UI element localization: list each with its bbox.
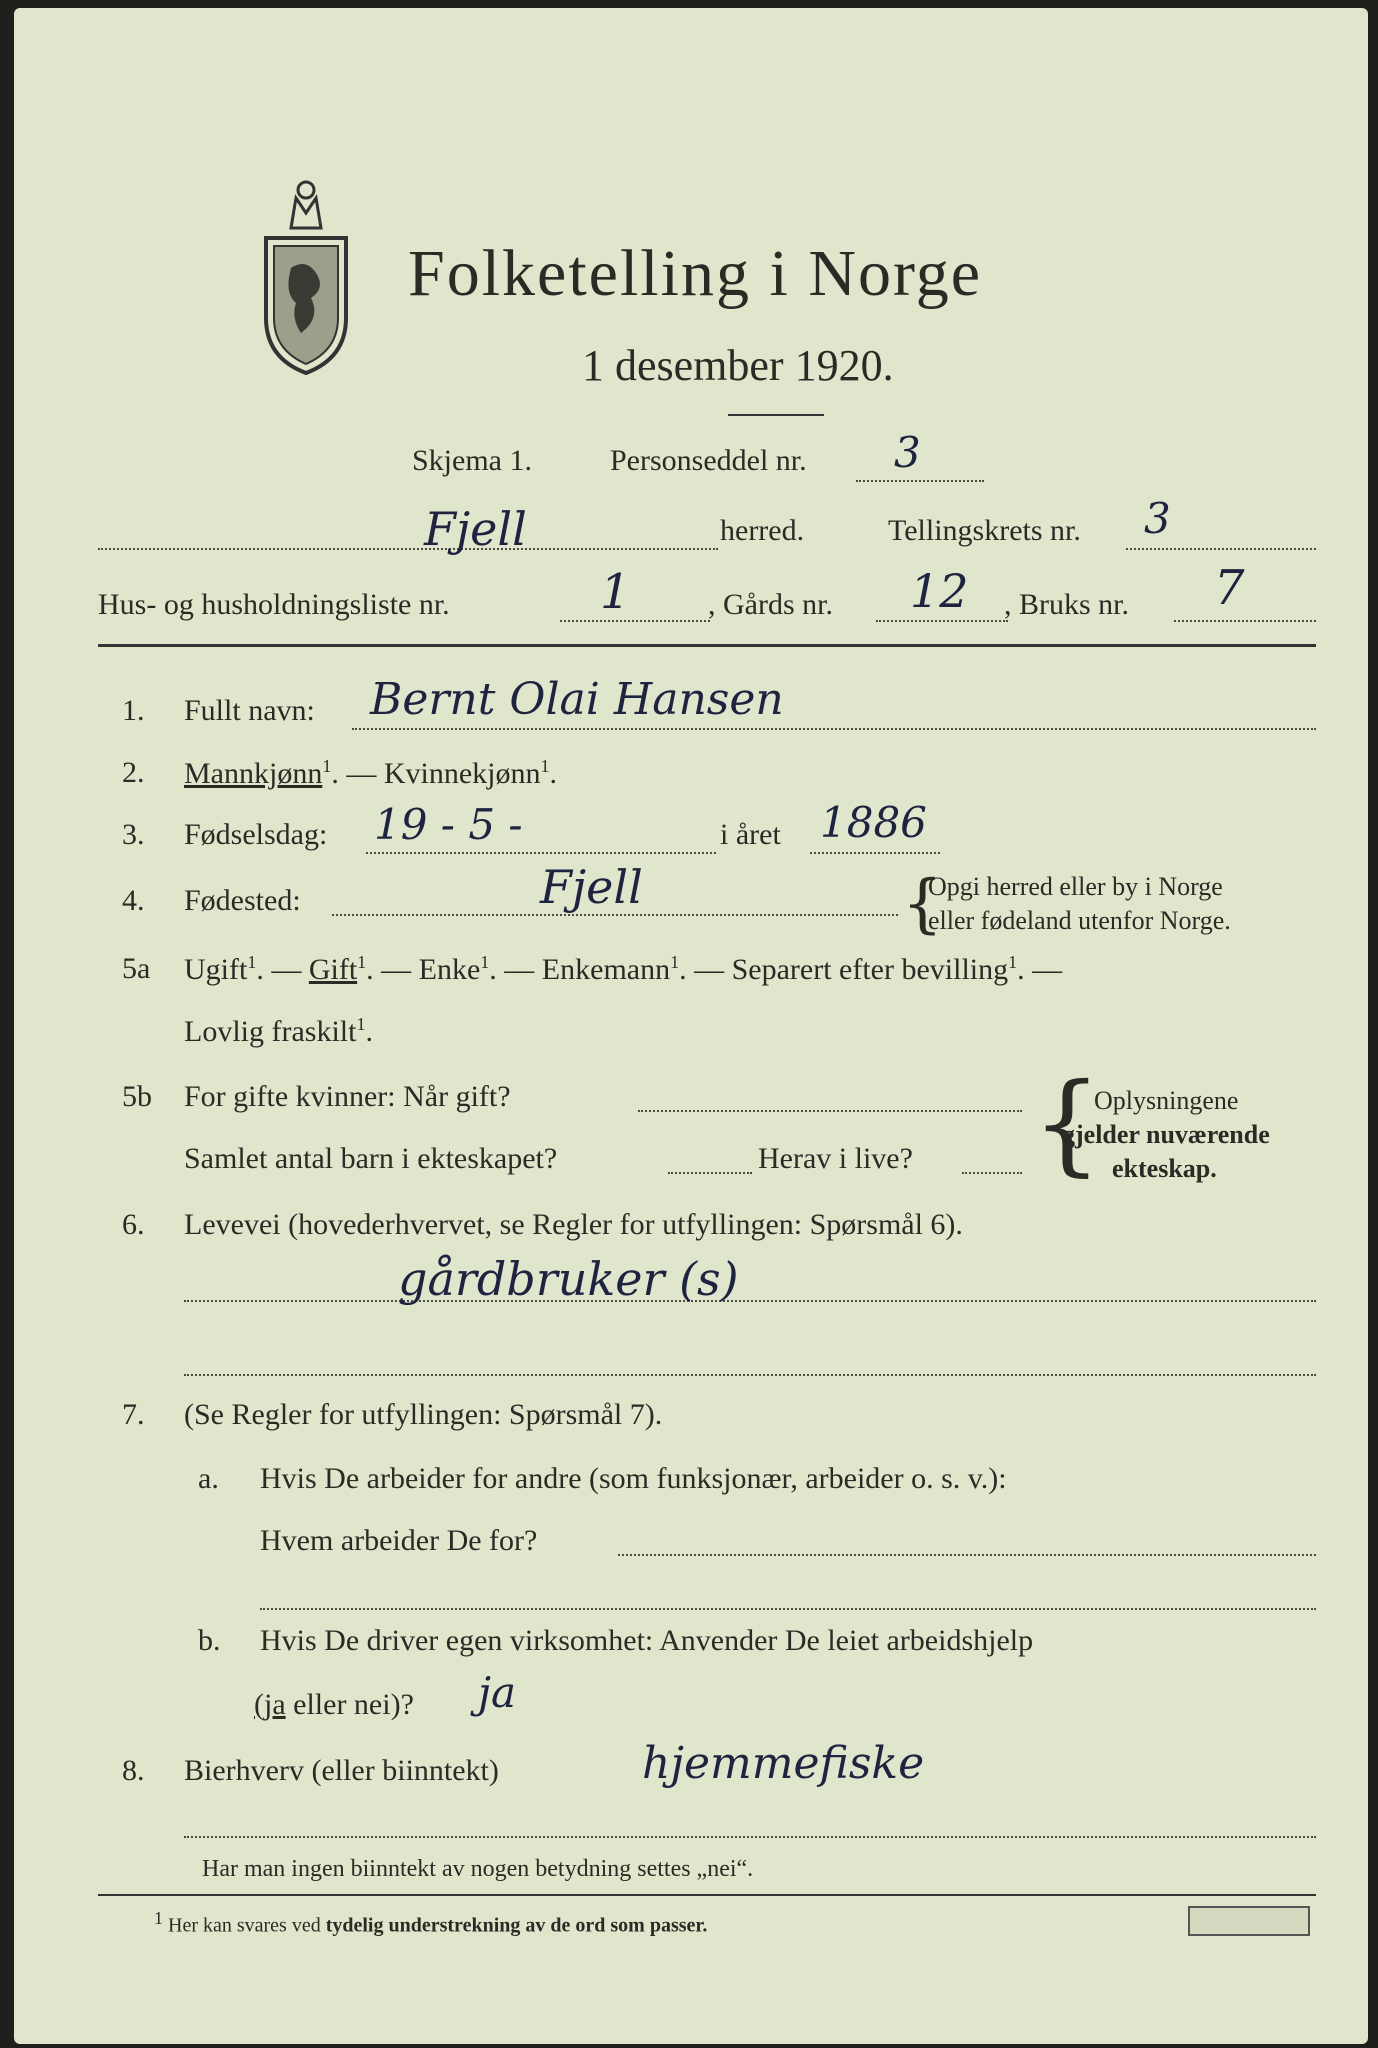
- hus-line: [560, 620, 710, 622]
- birthday-line: [366, 852, 716, 854]
- option-ja[interactable]: (ja: [254, 1688, 286, 1721]
- q2-number: 2.: [122, 756, 145, 789]
- birthplace-value[interactable]: Fjell: [540, 860, 643, 914]
- herred-line: [98, 548, 718, 550]
- header-rule: [98, 644, 1316, 647]
- option-ugift[interactable]: Ugift: [184, 953, 248, 986]
- no-income-note: Har man ingen biinntekt av nogen betydning settes „nei“.: [202, 1856, 754, 1882]
- female-option[interactable]: . — Kvinnekjønn: [331, 757, 541, 790]
- side-income-value[interactable]: hjemmefiske: [642, 1738, 925, 1789]
- bruks-value[interactable]: 7: [1214, 560, 1245, 616]
- q6-label: Levevei (hovederhvervet, se Regler for utfyllingen: Spørsmål 6).: [184, 1208, 963, 1241]
- option-nei[interactable]: eller nei)?: [285, 1688, 414, 1721]
- q7-number: 7.: [122, 1398, 145, 1431]
- q4-number: 4.: [122, 884, 145, 917]
- herred-label: herred.: [720, 514, 805, 547]
- q3-number: 3.: [122, 818, 145, 851]
- census-date: 1 desember 1920.: [582, 341, 894, 390]
- q4-label: Fødested:: [184, 884, 301, 917]
- tellingskrets-value[interactable]: 3: [1144, 494, 1171, 543]
- q4-note-1: Opgi herred eller by i Norge: [928, 872, 1223, 901]
- q3-label: Fødselsdag:: [184, 818, 328, 851]
- q4-note-2: eller fødeland utenfor Norge.: [928, 906, 1231, 935]
- year-line: [810, 852, 940, 854]
- option-enke[interactable]: . — Enke: [366, 953, 481, 986]
- q5a-number: 5a: [122, 952, 151, 985]
- q7a-line-1: Hvis De arbeider for andre (som funksjonær, arbeider o. s. v.):: [260, 1462, 1007, 1495]
- full-name-value[interactable]: Bernt Olai Hansen: [370, 674, 784, 725]
- hus-label: Hus- og husholdningsliste nr.: [98, 588, 450, 621]
- option-fraskilt[interactable]: Lovlig fraskilt$^1$.: [184, 1014, 373, 1048]
- q7b-number: b.: [198, 1624, 221, 1657]
- gards-line: [876, 620, 1008, 622]
- q6-number: 6.: [122, 1208, 145, 1241]
- q1-number: 1.: [122, 694, 145, 727]
- q7b-line-1: Hvis De driver egen virksomhet: Anvender De leiet arbeidshjelp: [260, 1624, 1034, 1657]
- birth-year-value[interactable]: 1886: [820, 798, 927, 847]
- marital-options: Ugift$^1$. — Gift$^1$. — Enke$^1$. — Enkemann$^1$. — Separert efter bevilling$^1$. —: [184, 952, 1063, 986]
- year-label: i året: [720, 818, 781, 851]
- hired-help-value[interactable]: ja: [478, 1668, 517, 1717]
- footnote: 1 Her kan svares ved tydelig understrekning av de ord som passer.: [154, 1908, 708, 1937]
- herred-value[interactable]: Fjell: [424, 502, 527, 556]
- married-when-line: [638, 1110, 1022, 1112]
- q7b-line-2: [254, 1688, 414, 1722]
- q5b-note-3: ekteskap.: [1112, 1154, 1217, 1183]
- personseddel-label: Personseddel nr.: [610, 444, 807, 477]
- employer-line-2: [260, 1608, 1316, 1610]
- hus-value[interactable]: 1: [600, 564, 631, 620]
- q7-label: (Se Regler for utfyllingen: Spørsmål 7).: [184, 1398, 663, 1431]
- footnote-rule: [98, 1894, 1316, 1896]
- q5b-number: 5b: [122, 1080, 152, 1113]
- q8-label: Bierhverv (eller biinntekt): [184, 1754, 499, 1787]
- q5b-married-when: For gifte kvinner: Når gift?: [184, 1080, 511, 1113]
- side-income-line: [184, 1836, 1316, 1838]
- printer-stamp: [1188, 1906, 1310, 1936]
- option-gift[interactable]: Gift: [308, 953, 358, 986]
- bruks-label: , Bruks nr.: [1004, 588, 1130, 621]
- title-divider: [728, 414, 824, 416]
- q7a-number: a.: [198, 1462, 219, 1495]
- alive-line: [962, 1172, 1022, 1174]
- q8-number: 8.: [122, 1754, 145, 1787]
- gards-value[interactable]: 12: [910, 564, 969, 618]
- q5b-children: Samlet antal barn i ekteskapet?: [184, 1142, 558, 1175]
- personseddel-value[interactable]: 3: [894, 428, 921, 477]
- male-option[interactable]: Mannkjønn: [184, 757, 323, 790]
- schema-label: Skjema 1.: [412, 444, 532, 477]
- q5b-alive: Herav i live?: [758, 1142, 913, 1175]
- form-title: Folketelling i Norge: [408, 237, 983, 310]
- tellingskrets-label: Tellingskrets nr.: [888, 514, 1081, 547]
- birthplace-line: [332, 914, 898, 916]
- tellingskrets-line: [1126, 548, 1316, 550]
- q2-options: Mannkjønn$^1$. — Kvinnekjønn$^1$.: [184, 756, 557, 790]
- employer-line-1: [618, 1554, 1316, 1556]
- occupation-value[interactable]: gårdbruker (s): [398, 1252, 739, 1306]
- option-separert[interactable]: . — Separert efter bevilling: [679, 953, 1009, 986]
- bruks-line: [1174, 620, 1316, 622]
- birthday-value[interactable]: 19 - 5 -: [374, 800, 523, 849]
- q7a-line-2: Hvem arbeider De for?: [260, 1524, 538, 1557]
- q1-label: Fullt navn:: [184, 694, 315, 727]
- gards-label: , Gårds nr.: [708, 588, 833, 621]
- occupation-line-1: [184, 1300, 1316, 1302]
- option-enkemann[interactable]: . — Enkemann: [489, 953, 671, 986]
- children-line: [668, 1172, 752, 1174]
- occupation-line-2: [184, 1374, 1316, 1376]
- q5b-note-1: Oplysningene: [1094, 1086, 1239, 1115]
- q4-brace: {: [902, 867, 943, 941]
- census-form: [14, 8, 1368, 2044]
- q1-line: [352, 728, 1316, 730]
- personseddel-line: [856, 480, 984, 482]
- q5b-note-2: gjelder nuværende: [1062, 1120, 1270, 1149]
- q5b-brace: {: [1032, 1059, 1102, 1187]
- coat-of-arms-icon: [246, 168, 366, 378]
